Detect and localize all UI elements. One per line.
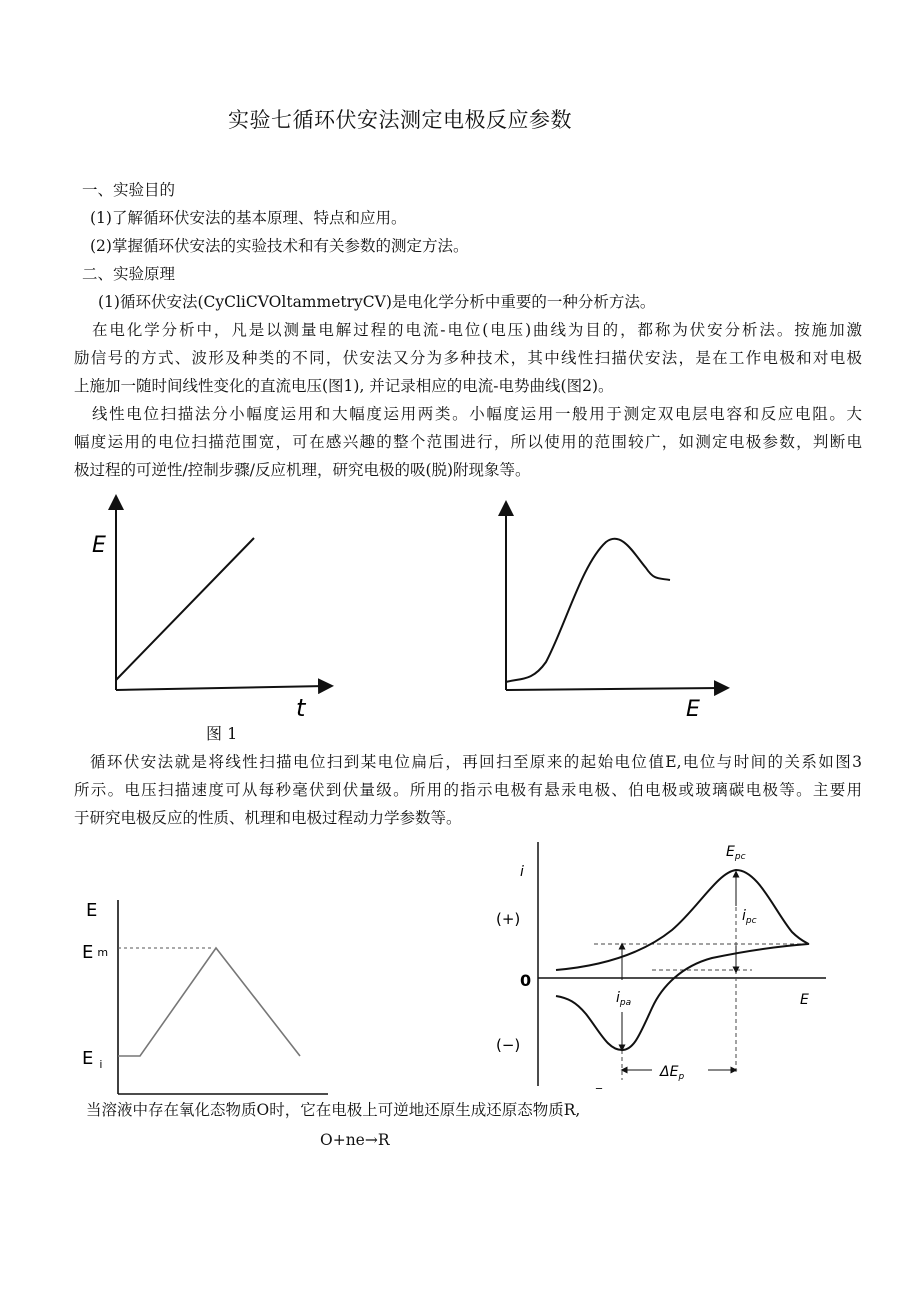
cv-reverse-curve bbox=[556, 944, 808, 1050]
cv-minus-label: (−) bbox=[496, 1036, 521, 1054]
tri-em-label bbox=[82, 942, 108, 963]
figure-triangle-wave bbox=[76, 896, 346, 1106]
lsv-x-label: E bbox=[686, 697, 700, 722]
tri-em-sub: m bbox=[97, 946, 109, 959]
cv-ipc-sub: pc bbox=[745, 916, 757, 926]
figure-lsv-curve bbox=[486, 494, 726, 734]
tri-ei-label bbox=[82, 1048, 102, 1071]
tri-ei-sub: i bbox=[99, 1058, 103, 1071]
para3-line2: 所示。电压扫描速度可从每秒毫伏到伏量级。所用的指示电极有悬汞电极、伯电极或玻璃碳电极等。主要用 bbox=[74, 781, 862, 799]
principle-1: (1)循环伏安法(CyCliCVOltammetryCV)是电化学分析中重要的一种分析方法。 bbox=[98, 293, 656, 311]
cv-dep-sub: p bbox=[678, 1072, 685, 1082]
tri-waveform bbox=[118, 948, 300, 1056]
para3-line1: 循环伏安法就是将线性扫描电位扫到某电位扁后，再回扫至原来的起始电位值E,电位与时间的关系如图3 bbox=[90, 753, 862, 771]
lsv-curve bbox=[506, 539, 670, 682]
cv-ipa-main: i bbox=[616, 990, 620, 1006]
figure-linear-ramp bbox=[80, 494, 340, 734]
ramp-y-label: E bbox=[92, 533, 106, 558]
para2-line3: 极过程的可逆性/控制步骤/反应机理，研究电极的吸(脱)附现象等。 bbox=[74, 461, 531, 479]
ramp-x-label: t bbox=[296, 694, 306, 722]
cv-epc-main: E bbox=[726, 844, 735, 860]
para2-line1: 线性电位扫描法分小幅度运用和大幅度运用两类。小幅度运用一般用于测定双电层电容和反应电阻。大 bbox=[92, 405, 862, 423]
figure-cyclic-voltammogram bbox=[496, 836, 832, 1096]
para3-line3: 于研究电极反应的性质、机理和电极过程动力学参数等。 bbox=[74, 809, 462, 827]
para2-line2: 幅度运用的电位扫描范围宽，可在感兴趣的整个范围进行，所以使用的范围较广，如测定电极参数，判断电 bbox=[74, 433, 862, 451]
cv-y-label: i bbox=[520, 864, 524, 880]
section-1-heading: 一、实验目的 bbox=[82, 181, 176, 199]
cv-ipa-sub: pa bbox=[619, 998, 632, 1008]
cv-dep-main: ΔE bbox=[660, 1064, 679, 1080]
figure-1-caption: 图 1 bbox=[206, 724, 238, 743]
cv-epc-sub: pc bbox=[734, 852, 746, 862]
ramp-line bbox=[116, 538, 254, 680]
cv-epc-label bbox=[726, 844, 746, 862]
cv-dep-label bbox=[659, 1064, 684, 1082]
title-text: 实验七循环伏安法测定电极反应参数 bbox=[228, 108, 572, 132]
cv-plus-label: (+) bbox=[496, 910, 521, 928]
cv-ipa-label bbox=[616, 990, 631, 1008]
objective-1: (1)了解循环伏安法的基本原理、特点和应用。 bbox=[90, 209, 407, 227]
para4: 当溶液中存在氧化态物质O时，它在电极上可逆地还原生成还原态物质R, bbox=[86, 1101, 581, 1119]
cv-zero-label: 0 bbox=[520, 971, 532, 990]
cv-ipc-main: i bbox=[742, 908, 746, 924]
lsv-x-axis bbox=[506, 688, 722, 690]
page-title bbox=[0, 104, 920, 134]
cv-ipc-label bbox=[742, 908, 757, 926]
para1-line1: 在电化学分析中，凡是以测量电解过程的电流-电位(电压)曲线为目的，都称为伏安分析法。按施加激 bbox=[92, 321, 862, 339]
ramp-x-axis bbox=[116, 686, 326, 690]
cv-epa-label: _ bbox=[596, 1075, 602, 1089]
para1-line2: 励信号的方式、波形及种类的不同，伏安法又分为多种技术，其中线性扫描伏安法，是在工作电极和对电极 bbox=[74, 349, 862, 367]
reaction-equation: O+ne→R bbox=[320, 1131, 390, 1149]
tri-em-main: E bbox=[82, 942, 94, 963]
tri-y-label: E bbox=[86, 900, 98, 921]
cv-forward-curve bbox=[556, 870, 808, 970]
tri-ei-main: E bbox=[82, 1048, 94, 1069]
section-2-heading: 二、实验原理 bbox=[82, 265, 176, 283]
cv-x-label: E bbox=[800, 992, 809, 1008]
objective-2: (2)掌握循环伏安法的实验技术和有关参数的测定方法。 bbox=[90, 237, 469, 255]
para1-line3: 上施加一随时间线性变化的直流电压(图1), 并记录相应的电流-电势曲线(图2)。 bbox=[74, 377, 614, 395]
